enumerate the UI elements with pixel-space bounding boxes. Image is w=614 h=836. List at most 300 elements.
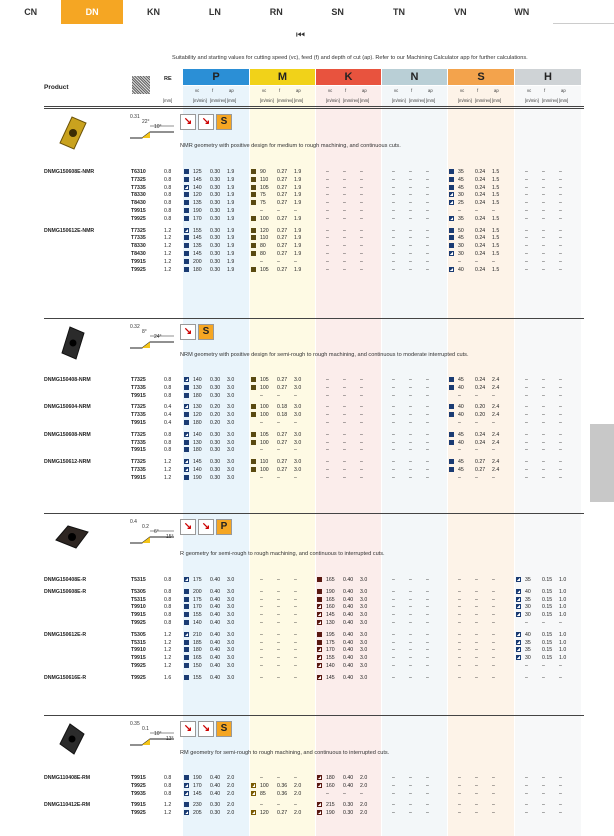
- suitability-icon: [516, 604, 521, 609]
- cutting-value: –: [492, 588, 495, 595]
- suitability-icon: [184, 377, 189, 382]
- cutting-value: –: [409, 384, 412, 391]
- tab-kn[interactable]: KN: [123, 0, 184, 24]
- cutting-value: –: [458, 775, 461, 781]
- cutting-value: –: [525, 235, 528, 242]
- suitability-icon: [251, 377, 256, 382]
- cutting-value: 130: [326, 620, 335, 626]
- cutting-value: –: [426, 459, 429, 466]
- unit-header: [mm]: [360, 98, 370, 103]
- cutting-value: –: [559, 474, 562, 481]
- table-row: [44, 640, 584, 648]
- cutting-value: –: [492, 447, 495, 454]
- cutting-value: 0.40: [343, 639, 354, 646]
- grade-code: T7325: [131, 377, 146, 383]
- scrollbar[interactable]: [590, 424, 614, 502]
- cutting-value: –: [559, 459, 562, 466]
- cutting-value: 100: [260, 439, 269, 446]
- cutting-value: –: [392, 439, 395, 446]
- unit-header: [mm]: [227, 98, 237, 103]
- cutting-value: 0.40: [343, 620, 354, 626]
- cutting-value: –: [260, 647, 263, 654]
- cutting-value: –: [409, 392, 412, 399]
- re-unit: [mm]: [163, 98, 173, 103]
- cutting-value: –: [360, 266, 363, 273]
- cutting-value: –: [525, 810, 528, 817]
- cutting-value: 0.24: [475, 243, 486, 250]
- product-code[interactable]: DNMG150616E-R: [44, 674, 87, 681]
- tab-ln[interactable]: LN: [184, 0, 245, 24]
- cutting-value: –: [260, 474, 263, 481]
- suitability-icon: [184, 467, 189, 472]
- cutting-value: –: [492, 392, 495, 399]
- cutting-value: –: [360, 176, 363, 183]
- cutting-value: –: [392, 810, 395, 817]
- cutting-value: –: [260, 258, 263, 265]
- cutting-value: –: [392, 377, 395, 383]
- cutting-value: 0.30: [210, 439, 221, 446]
- tab-sn[interactable]: SN: [307, 0, 368, 24]
- cutting-value: 1.5: [492, 235, 500, 242]
- cutting-value: 30: [525, 604, 531, 611]
- cutting-value: –: [409, 604, 412, 611]
- cutting-value: –: [542, 663, 545, 669]
- cutting-value: –: [392, 604, 395, 611]
- insert-image: [52, 720, 92, 765]
- cutting-value: –: [260, 420, 263, 426]
- cutting-value: –: [392, 447, 395, 454]
- cutting-value: 190: [326, 810, 335, 817]
- product-code[interactable]: DNMG150612E-R: [44, 631, 87, 638]
- cutting-value: 120: [260, 227, 269, 234]
- cutting-value: –: [260, 588, 263, 595]
- cutting-value: –: [277, 631, 280, 638]
- cutting-value: –: [343, 215, 346, 222]
- cutting-value: –: [542, 200, 545, 207]
- cutting-value: –: [426, 802, 429, 809]
- cutting-value: –: [392, 663, 395, 669]
- product-code[interactable]: DNMG150608E-NMR: [44, 169, 95, 175]
- application-symbols: [180, 721, 232, 737]
- cutting-value: –: [409, 639, 412, 646]
- cutting-value: –: [326, 377, 329, 383]
- cutting-value: –: [392, 200, 395, 207]
- cutting-value: –: [525, 467, 528, 473]
- tab-rn[interactable]: RN: [246, 0, 307, 24]
- cutting-value: 3.0: [360, 588, 368, 595]
- cutting-value: –: [360, 420, 363, 426]
- cutting-value: 0.30: [343, 810, 354, 817]
- grade-code: T7325: [131, 176, 146, 183]
- cutting-value: –: [542, 208, 545, 214]
- cutting-value: 0.24: [475, 384, 486, 391]
- corner-radius: 0.8: [164, 620, 172, 626]
- cutting-value: 1.9: [227, 200, 235, 207]
- cutting-value: 0.24: [475, 176, 486, 183]
- cutting-value: 190: [326, 588, 335, 595]
- cutting-value: 0.27: [277, 215, 288, 222]
- cutting-value: 3.0: [227, 420, 235, 426]
- cutting-value: –: [392, 802, 395, 809]
- suitability-icon: [317, 775, 322, 780]
- suitability-icon: [449, 385, 454, 390]
- cutting-value: 0.24: [475, 377, 486, 383]
- cutting-value: 1.0: [559, 577, 567, 583]
- suitability-icon: [516, 597, 521, 602]
- cutting-value: –: [426, 258, 429, 265]
- cutting-value: –: [559, 235, 562, 242]
- application-icon: ↘: [198, 114, 214, 130]
- cutting-value: –: [542, 802, 545, 809]
- cutting-value: 0.20: [210, 420, 221, 426]
- geometry-description: R geometry for semi-rough to rough machining, and continuous to interrupted cuts.: [180, 551, 385, 557]
- cutting-value: –: [294, 474, 297, 481]
- cutting-value: 0.24: [475, 192, 486, 199]
- cutting-value: 0.40: [343, 775, 354, 781]
- suitability-icon: [317, 663, 322, 668]
- corner-radius: 0.8: [164, 169, 172, 175]
- cutting-value: 180: [193, 447, 202, 454]
- cutting-value: 110: [260, 235, 269, 242]
- cutting-value: 30: [458, 251, 464, 257]
- cutting-value: –: [360, 412, 363, 419]
- product-code[interactable]: DNMG150612-NRM: [44, 459, 91, 466]
- grade-code: T9925: [131, 266, 146, 273]
- corner-radius: 0.4: [164, 404, 172, 411]
- cutting-value: –: [409, 790, 412, 797]
- corner-radius: 1.2: [164, 266, 172, 273]
- suitability-icon: [184, 447, 189, 452]
- corner-radius: 1.2: [164, 647, 172, 654]
- suitability-icon: [184, 267, 189, 272]
- cutting-value: 30: [525, 655, 531, 662]
- cutting-value: –: [559, 192, 562, 199]
- suitability-icon: [184, 235, 189, 240]
- unit-header: [mm]: [426, 98, 436, 103]
- cutting-value: –: [559, 208, 562, 214]
- sub-header: ap: [561, 88, 566, 93]
- cutting-value: –: [426, 266, 429, 273]
- cutting-value: –: [458, 802, 461, 809]
- cutting-value: –: [409, 176, 412, 183]
- cutting-value: 0.30: [210, 431, 221, 438]
- tab-cn[interactable]: CN: [0, 0, 61, 24]
- cutting-value: 0.30: [210, 384, 221, 391]
- cutting-value: –: [458, 392, 461, 399]
- cutting-value: –: [542, 474, 545, 481]
- suitability-icon: [449, 235, 454, 240]
- cutting-value: 0.30: [210, 169, 221, 175]
- cutting-value: 0.40: [210, 674, 221, 681]
- cutting-value: –: [475, 392, 478, 399]
- cutting-value: –: [294, 647, 297, 654]
- product-code[interactable]: DNMG150608-NRM: [44, 431, 91, 438]
- cutting-value: –: [326, 459, 329, 466]
- table-row: [44, 604, 584, 612]
- cutting-value: –: [525, 176, 528, 183]
- cutting-value: –: [343, 384, 346, 391]
- suitability-icon: [184, 640, 189, 645]
- section-divider: [44, 318, 584, 319]
- grade-code: T9915: [131, 474, 146, 481]
- cutting-value: –: [559, 412, 562, 419]
- cutting-value: –: [542, 266, 545, 273]
- cutting-value: 0.15: [542, 647, 553, 654]
- grade-symbol-icon: S: [198, 324, 214, 340]
- corner-radius: 0.8: [164, 604, 172, 611]
- application-icon: ↘: [180, 324, 196, 340]
- cutting-value: –: [409, 810, 412, 817]
- cutting-value: 2.4: [492, 384, 500, 391]
- table-row: [44, 597, 584, 605]
- application-icon: ↘: [180, 114, 196, 130]
- material-header-n: N: [382, 69, 447, 85]
- tab-dn[interactable]: DN: [61, 0, 122, 24]
- cutting-value: –: [458, 258, 461, 265]
- cutting-value: 1.0: [559, 655, 567, 662]
- suitability-icon: [251, 267, 256, 272]
- cutting-value: –: [525, 243, 528, 250]
- grade-code: T9915: [131, 392, 146, 399]
- cutting-value: –: [409, 612, 412, 619]
- cutting-value: –: [360, 258, 363, 265]
- cutting-value: –: [294, 655, 297, 662]
- corner-radius: 1.2: [164, 251, 172, 257]
- cutting-value: –: [525, 790, 528, 797]
- cutting-value: 2.4: [492, 467, 500, 473]
- cutting-value: –: [409, 404, 412, 411]
- cutting-value: –: [525, 208, 528, 214]
- suitability-icon: [184, 185, 189, 190]
- cutting-value: 2.0: [227, 775, 235, 781]
- cutting-value: 35: [458, 215, 464, 222]
- corner-radius: 1.2: [164, 655, 172, 662]
- suitability-icon: [184, 216, 189, 221]
- cutting-value: –: [475, 782, 478, 789]
- suitability-icon: [184, 775, 189, 780]
- cutting-value: –: [326, 790, 329, 797]
- cutting-value: 1.0: [559, 639, 567, 646]
- cutting-value: –: [426, 412, 429, 419]
- cutting-value: –: [409, 775, 412, 781]
- table-row: [44, 385, 584, 393]
- cutting-value: –: [326, 200, 329, 207]
- cutting-value: –: [260, 596, 263, 603]
- cutting-value: –: [559, 184, 562, 191]
- product-code[interactable]: DNMG150612E-NMR: [44, 227, 95, 234]
- cutting-value: 0.24: [475, 227, 486, 234]
- cutting-value: –: [260, 775, 263, 781]
- grade-code: T9915: [131, 775, 146, 781]
- cutting-value: –: [326, 184, 329, 191]
- cutting-value: 140: [326, 663, 335, 669]
- cutting-value: –: [492, 612, 495, 619]
- cutting-value: 0.27: [277, 184, 288, 191]
- cutting-value: –: [326, 431, 329, 438]
- cutting-value: –: [542, 258, 545, 265]
- cutting-value: 100: [260, 782, 269, 789]
- cutting-value: 0.30: [210, 474, 221, 481]
- cutting-value: –: [326, 169, 329, 175]
- cutting-value: –: [343, 251, 346, 257]
- cutting-value: –: [326, 243, 329, 250]
- cutting-value: 0.15: [542, 612, 553, 619]
- cutting-value: 170: [193, 604, 202, 611]
- cutting-value: 105: [260, 266, 269, 273]
- cutting-value: 125: [193, 169, 202, 175]
- cutting-value: –: [409, 266, 412, 273]
- suitability-icon: [516, 632, 521, 637]
- cutting-value: 175: [193, 577, 202, 583]
- cutting-value: –: [525, 200, 528, 207]
- geometry-dimension: 22°: [142, 119, 150, 125]
- product-code[interactable]: DNMG150408E-R: [44, 577, 87, 583]
- cutting-value: –: [492, 775, 495, 781]
- cutting-value: –: [409, 655, 412, 662]
- cutting-value: –: [343, 467, 346, 473]
- suitability-icon: [251, 459, 256, 464]
- cutting-value: 0.40: [343, 655, 354, 662]
- product-code[interactable]: DNMG110412E-RM: [44, 802, 91, 809]
- cutting-value: 155: [193, 227, 202, 234]
- cutting-value: 100: [260, 404, 269, 411]
- product-code[interactable]: DNMG110408E-RM: [44, 775, 91, 781]
- suitability-icon: [251, 228, 256, 233]
- cutting-value: –: [492, 474, 495, 481]
- cutting-value: –: [559, 447, 562, 454]
- cutting-value: –: [559, 674, 562, 681]
- cutting-value: 150: [193, 663, 202, 669]
- cutting-value: 1.9: [294, 266, 302, 273]
- cutting-value: –: [542, 790, 545, 797]
- cutting-value: –: [525, 431, 528, 438]
- cutting-value: 145: [193, 235, 202, 242]
- cutting-value: –: [260, 663, 263, 669]
- cutting-value: –: [343, 404, 346, 411]
- cutting-value: –: [542, 431, 545, 438]
- cutting-value: –: [409, 215, 412, 222]
- cutting-value: –: [525, 169, 528, 175]
- geometry-dimension: 8°: [142, 329, 147, 335]
- cutting-value: –: [426, 612, 429, 619]
- cutting-value: 160: [326, 604, 335, 611]
- corner-radius: 1.2: [164, 258, 172, 265]
- table-row: [44, 251, 584, 259]
- grade-code: T7325: [131, 404, 146, 411]
- cutting-value: –: [343, 258, 346, 265]
- cutting-value: 40: [458, 439, 464, 446]
- first-page-icon[interactable]: ⏮: [296, 30, 305, 41]
- cutting-value: –: [525, 215, 528, 222]
- cutting-value: –: [492, 782, 495, 789]
- corner-radius: 1.2: [164, 243, 172, 250]
- product-code[interactable]: DNMG150604-NRM: [44, 404, 91, 411]
- suitability-icon: [449, 440, 454, 445]
- suitability-icon: [516, 647, 521, 652]
- cutting-value: –: [458, 639, 461, 646]
- cutting-value: –: [426, 243, 429, 250]
- cutting-value: –: [326, 384, 329, 391]
- cutting-value: 200: [193, 588, 202, 595]
- cutting-value: 3.0: [294, 467, 302, 473]
- grade-symbol-icon: S: [216, 721, 232, 737]
- cutting-value: 2.0: [360, 802, 368, 809]
- cutting-value: –: [525, 620, 528, 626]
- cutting-value: 0.40: [343, 612, 354, 619]
- product-code[interactable]: DNMG150408-NRM: [44, 377, 91, 383]
- grade-code: T8330: [131, 243, 146, 250]
- unit-header: [mm]: [492, 98, 502, 103]
- table-row: [44, 802, 584, 810]
- grade-code: T9925: [131, 215, 146, 222]
- table-row: [44, 404, 584, 412]
- cutting-value: –: [458, 604, 461, 611]
- cutting-value: –: [409, 588, 412, 595]
- table-row: [44, 169, 584, 177]
- insert-image: [52, 323, 92, 368]
- suitability-icon: [317, 640, 322, 645]
- cutting-value: 0.40: [210, 782, 221, 789]
- cutting-value: 100: [260, 384, 269, 391]
- cutting-value: 1.9: [294, 169, 302, 175]
- cutting-value: –: [326, 235, 329, 242]
- cutting-value: –: [475, 208, 478, 214]
- cutting-value: –: [542, 169, 545, 175]
- cutting-value: 1.9: [227, 184, 235, 191]
- cutting-value: –: [475, 810, 478, 817]
- cutting-value: –: [343, 474, 346, 481]
- cutting-value: –: [326, 392, 329, 399]
- cutting-value: 3.0: [360, 631, 368, 638]
- sub-header: f: [411, 88, 413, 93]
- qr-code-icon[interactable]: [132, 76, 150, 94]
- cutting-value: –: [277, 474, 280, 481]
- table-row: [44, 235, 584, 243]
- cutting-value: –: [260, 674, 263, 681]
- cutting-value: –: [559, 420, 562, 426]
- tab-tn[interactable]: TN: [368, 0, 429, 24]
- corner-radius: 0.8: [164, 612, 172, 619]
- tab-wn[interactable]: WN: [491, 0, 552, 24]
- cutting-value: 110: [260, 176, 269, 183]
- suitability-icon: [184, 208, 189, 213]
- cutting-value: –: [392, 474, 395, 481]
- suitability-icon: [184, 647, 189, 652]
- cutting-value: –: [260, 802, 263, 809]
- geometry-dimension: 0.4: [130, 519, 137, 525]
- cutting-value: 140: [193, 620, 202, 626]
- sub-header: vc: [262, 88, 267, 93]
- product-code[interactable]: DNMG150608E-R: [44, 588, 87, 595]
- cutting-value: –: [294, 604, 297, 611]
- cutting-value: 0.40: [210, 639, 221, 646]
- insert-image: [52, 518, 92, 563]
- cutting-value: 0.30: [210, 227, 221, 234]
- cutting-value: –: [542, 235, 545, 242]
- section-divider: [44, 513, 584, 514]
- table-row: [44, 192, 584, 200]
- corner-radius: 1.2: [164, 227, 172, 234]
- cutting-value: –: [260, 620, 263, 626]
- suitability-icon: [251, 432, 256, 437]
- cutting-value: –: [409, 208, 412, 214]
- cutting-value: –: [294, 612, 297, 619]
- tab-vn[interactable]: VN: [430, 0, 491, 24]
- cutting-value: –: [542, 447, 545, 454]
- cutting-value: –: [525, 384, 528, 391]
- corner-radius: 1.2: [164, 639, 172, 646]
- cutting-value: 2.0: [294, 790, 302, 797]
